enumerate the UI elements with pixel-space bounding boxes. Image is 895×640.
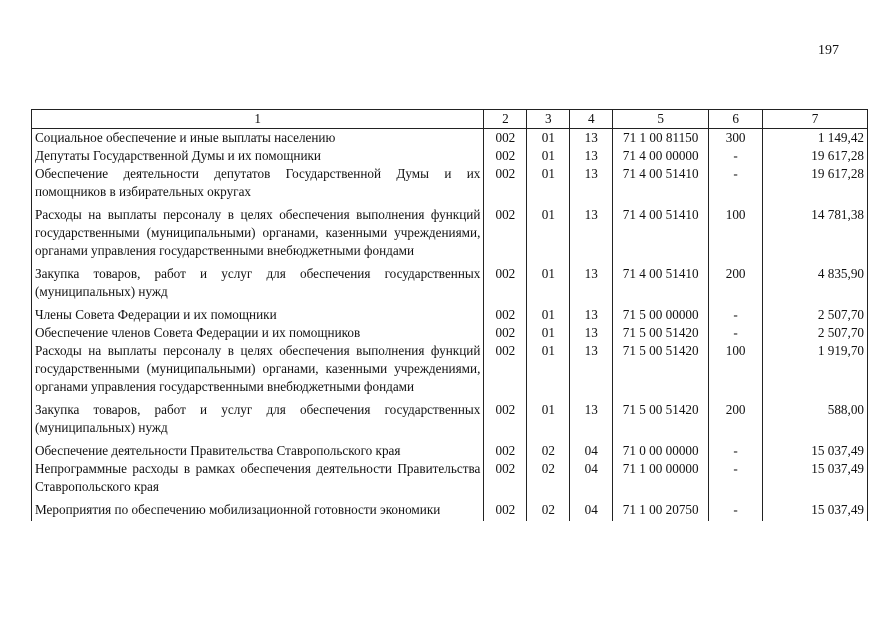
row-pr: 04: [570, 501, 613, 521]
row-rz: 02: [527, 460, 570, 501]
row-sum: 19 617,28: [763, 147, 868, 165]
row-rz: 01: [527, 324, 570, 342]
row-vr: -: [709, 306, 763, 324]
header-col-7: 7: [763, 110, 868, 129]
row-csr: 71 4 00 51410: [613, 165, 709, 206]
row-rz: 02: [527, 442, 570, 460]
row-sum: 15 037,49: [763, 442, 868, 460]
row-name: Социальное обеспечение и иные выплаты населению: [32, 129, 484, 148]
row-sum: 15 037,49: [763, 460, 868, 501]
header-col-2: 2: [484, 110, 527, 129]
row-csr: 71 5 00 00000: [613, 306, 709, 324]
row-ved: 002: [484, 324, 527, 342]
row-vr: 200: [709, 265, 763, 306]
row-vr: -: [709, 324, 763, 342]
row-ved: 002: [484, 165, 527, 206]
row-csr: 71 4 00 51410: [613, 206, 709, 265]
row-rz: 01: [527, 401, 570, 442]
table-header: [32, 110, 868, 129]
table-row: [32, 165, 868, 206]
row-csr: 71 0 00 00000: [613, 442, 709, 460]
table-row: [32, 324, 868, 342]
table-row: [32, 501, 868, 521]
row-ved: 002: [484, 342, 527, 401]
row-sum: 1 919,70: [763, 342, 868, 401]
row-name: Обеспечение деятельности депутатов Государственной Думы и их помощников в избирательных округах: [32, 165, 484, 206]
row-ved: 002: [484, 442, 527, 460]
row-pr: 13: [570, 206, 613, 265]
row-vr: -: [709, 147, 763, 165]
table-row: [32, 147, 868, 165]
row-name: Обеспечение деятельности Правительства Ставропольского края: [32, 442, 484, 460]
row-ved: 002: [484, 129, 527, 148]
row-csr: 71 1 00 20750: [613, 501, 709, 521]
row-name: Закупка товаров, работ и услуг для обеспечения государственных (муниципальных) нужд: [32, 401, 484, 442]
row-sum: 2 507,70: [763, 324, 868, 342]
header-col-3: 3: [527, 110, 570, 129]
row-vr: -: [709, 442, 763, 460]
row-rz: 01: [527, 306, 570, 324]
row-ved: 002: [484, 265, 527, 306]
row-rz: 02: [527, 501, 570, 521]
page-number: 197: [818, 43, 839, 58]
row-ved: 002: [484, 306, 527, 324]
row-pr: 13: [570, 129, 613, 148]
row-vr: -: [709, 460, 763, 501]
row-rz: 01: [527, 265, 570, 306]
row-ved: 002: [484, 206, 527, 265]
header-col-5: 5: [613, 110, 709, 129]
row-name: Непрограммные расходы в рамках обеспечения деятельности Правительства Ставропольского края: [32, 460, 484, 501]
row-sum: 588,00: [763, 401, 868, 442]
row-sum: 1 149,42: [763, 129, 868, 148]
row-pr: 13: [570, 147, 613, 165]
row-rz: 01: [527, 342, 570, 401]
row-pr: 13: [570, 165, 613, 206]
row-csr: 71 5 00 51420: [613, 324, 709, 342]
row-vr: -: [709, 501, 763, 521]
header-col-4: 4: [570, 110, 613, 129]
row-ved: 002: [484, 501, 527, 521]
row-vr: 200: [709, 401, 763, 442]
row-name: Мероприятия по обеспечению мобилизационной готовности экономики: [32, 501, 484, 521]
row-csr: 71 5 00 51420: [613, 401, 709, 442]
table-row: [32, 129, 868, 148]
row-name: Депутаты Государственной Думы и их помощники: [32, 147, 484, 165]
row-vr: 100: [709, 206, 763, 265]
row-name: Члены Совета Федерации и их помощники: [32, 306, 484, 324]
row-csr: 71 5 00 51420: [613, 342, 709, 401]
row-name: Расходы на выплаты персоналу в целях обеспечения выполнения функций государственными (муниципальными) органами, казенными учреждениями, органами управления государственными внебюджетными фондами: [32, 206, 484, 265]
row-ved: 002: [484, 147, 527, 165]
row-pr: 13: [570, 306, 613, 324]
table-row: [32, 342, 868, 401]
row-pr: 04: [570, 442, 613, 460]
table-row: [32, 442, 868, 460]
row-vr: 300: [709, 129, 763, 148]
row-pr: 13: [570, 265, 613, 306]
header-col-1: 1: [32, 110, 484, 129]
row-pr: 13: [570, 324, 613, 342]
table-row: [32, 460, 868, 501]
row-csr: 71 1 00 00000: [613, 460, 709, 501]
row-sum: 19 617,28: [763, 165, 868, 206]
budget-table: [31, 109, 868, 521]
row-rz: 01: [527, 206, 570, 265]
row-pr: 13: [570, 401, 613, 442]
row-rz: 01: [527, 147, 570, 165]
row-sum: 4 835,90: [763, 265, 868, 306]
row-csr: 71 1 00 81150: [613, 129, 709, 148]
table-body: [32, 129, 868, 522]
table-row: [32, 401, 868, 442]
row-name: Расходы на выплаты персоналу в целях обеспечения выполнения функций государственными (муниципальными) органами, казенными учреждениями, органами управления государственными внебюджетными фондами: [32, 342, 484, 401]
row-sum: 14 781,38: [763, 206, 868, 265]
row-sum: 2 507,70: [763, 306, 868, 324]
table-row: [32, 206, 868, 265]
row-name: Закупка товаров, работ и услуг для обеспечения государственных (муниципальных) нужд: [32, 265, 484, 306]
row-pr: 04: [570, 460, 613, 501]
row-ved: 002: [484, 460, 527, 501]
header-col-6: 6: [709, 110, 763, 129]
row-rz: 01: [527, 165, 570, 206]
row-rz: 01: [527, 129, 570, 148]
header-row: [32, 110, 868, 129]
row-pr: 13: [570, 342, 613, 401]
table-row: [32, 306, 868, 324]
row-vr: -: [709, 165, 763, 206]
row-ved: 002: [484, 401, 527, 442]
row-sum: 15 037,49: [763, 501, 868, 521]
row-vr: 100: [709, 342, 763, 401]
row-csr: 71 4 00 00000: [613, 147, 709, 165]
row-csr: 71 4 00 51410: [613, 265, 709, 306]
row-name: Обеспечение членов Совета Федерации и их помощников: [32, 324, 484, 342]
table-row: [32, 265, 868, 306]
